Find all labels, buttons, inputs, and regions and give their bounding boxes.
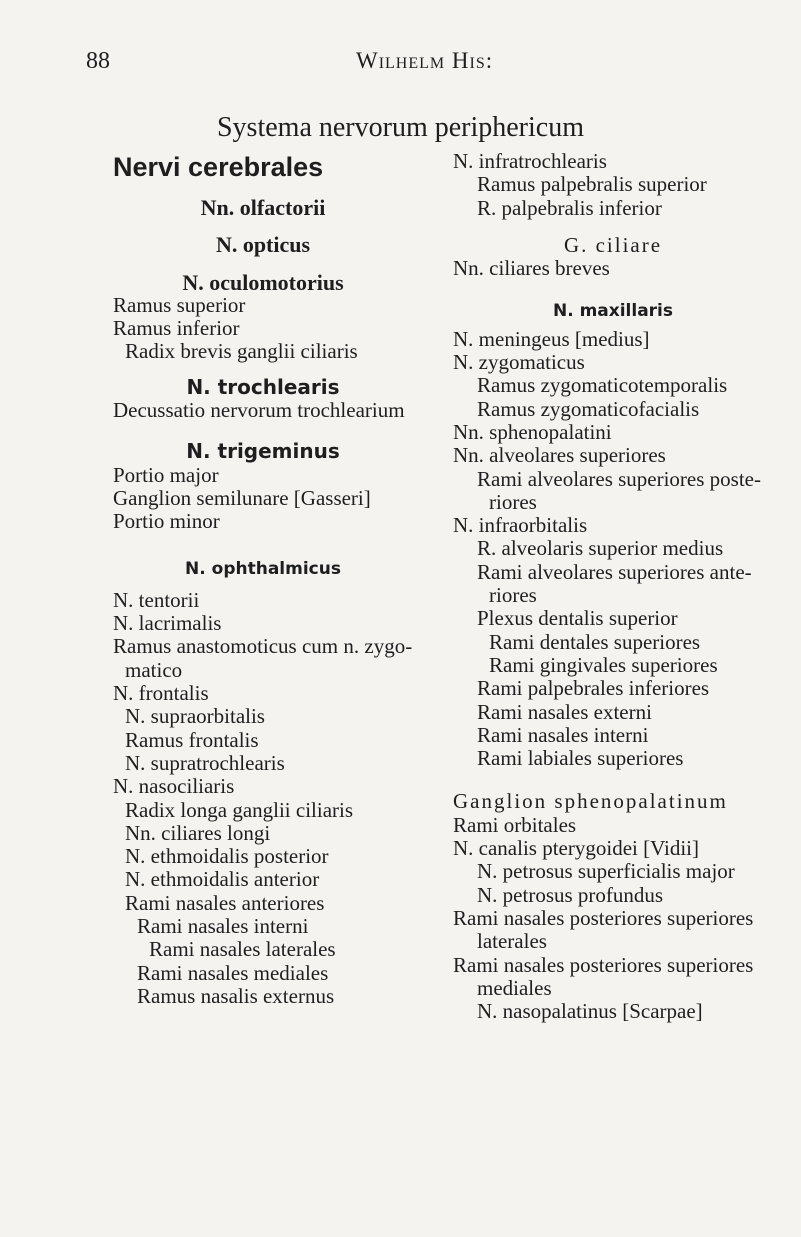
section-heading: N. ophthalmicus xyxy=(185,558,341,579)
list-item: N. lacrimalis xyxy=(113,611,222,636)
section-heading: N. opticus xyxy=(215,232,311,258)
section-heading: N. maxillaris xyxy=(552,301,674,322)
list-item: N. nasopalatinus [Scarpae] xyxy=(477,999,703,1024)
list-item: Rami dentales superiores xyxy=(489,629,701,654)
list-item: matico xyxy=(125,657,183,682)
list-item: N. canalis pterygoidei [Vidii] xyxy=(453,836,700,861)
list-item: Radix brevis ganglii ciliaris xyxy=(125,339,358,364)
list-item: N. ethmoidalis posterior xyxy=(125,844,329,869)
right-column xyxy=(453,150,773,1023)
list-item: R. alveolaris superior medius xyxy=(477,536,724,561)
list-item: laterales xyxy=(477,929,547,954)
list-item: Ganglion semilunare [Gasseri] xyxy=(113,485,371,510)
list-item: Nn. ciliares longi xyxy=(125,820,271,845)
list-item: Nn. alveolares superiores xyxy=(453,443,666,468)
list-item: Rami nasales externi xyxy=(477,699,652,724)
list-item: N. ethmoidalis anterior xyxy=(125,867,320,892)
list-item: N. supraorbitalis xyxy=(125,704,265,729)
list-item: Rami orbitales xyxy=(453,812,577,837)
section-heading: Ganglion sphenopalatinum xyxy=(453,789,728,814)
list-item: Rami gingivales superiores xyxy=(489,652,718,677)
section-heading: N. trochlearis xyxy=(186,374,340,399)
section-heading: Nervi cerebrales xyxy=(113,152,324,182)
list-item: N. petrosus superficialis major xyxy=(477,859,735,884)
list-item: Rami nasales mediales xyxy=(137,960,329,985)
list-item: Ramus palpebralis superior xyxy=(477,172,707,197)
list-item: N. tentorii xyxy=(113,587,200,612)
list-item: N. zygomaticus xyxy=(453,350,585,375)
list-item: Portio minor xyxy=(113,509,220,534)
list-item: Ramus superior xyxy=(113,292,246,317)
list-item: Rami nasales posteriores superiores xyxy=(453,905,754,930)
page-header xyxy=(0,48,801,84)
list-item: Radix longa ganglii ciliaris xyxy=(125,797,354,822)
running-title: Wilhelm His: xyxy=(356,48,494,73)
list-item: Nn. ciliares breves xyxy=(453,256,610,281)
list-item: riores xyxy=(489,489,537,514)
list-item: N. frontalis xyxy=(113,681,209,706)
list-item: Rami palpebrales inferiores xyxy=(477,676,710,701)
section-heading: Nn. olfactorii xyxy=(200,195,326,220)
list-item: Plexus dentalis superior xyxy=(477,606,678,631)
list-item: N. meningeus [medius] xyxy=(453,326,650,351)
list-item: Rami labiales superiores xyxy=(477,746,684,771)
section-heading: N. trigeminus xyxy=(186,439,340,464)
list-item: N. petrosus profundus xyxy=(477,882,664,907)
list-item: N. infratrochlearis xyxy=(453,149,607,173)
section-heading: N. oculomotorius xyxy=(182,269,344,295)
list-item: Ramus nasalis externus xyxy=(137,983,335,1008)
list-item: Rami nasales laterales xyxy=(149,937,336,962)
left-column xyxy=(113,150,413,1008)
page-title: Systema nervorum periphericum xyxy=(216,112,584,143)
list-item: Ramus anastomoticus cum n. zygo- xyxy=(113,634,413,659)
list-item: N. nasociliaris xyxy=(113,774,235,799)
list-item: N. infraorbitalis xyxy=(453,513,588,538)
list-item: Rami nasales interni xyxy=(137,914,309,939)
list-item: Ramus zygomaticofacialis xyxy=(477,396,700,421)
list-item: riores xyxy=(489,583,537,608)
list-item: Portio major xyxy=(113,462,219,487)
list-item: Rami nasales anteriores xyxy=(125,890,325,915)
list-item: Ramus zygomaticotemporalis xyxy=(477,373,728,398)
section-heading: G. ciliare xyxy=(563,232,663,257)
list-item: Nn. sphenopalatini xyxy=(453,419,612,444)
list-item: Rami nasales posteriores superiores xyxy=(453,952,754,977)
page-number: 88 xyxy=(86,48,110,74)
list-item: Decussatio nervorum trochlearium xyxy=(113,398,405,423)
list-item: Ramus inferior xyxy=(113,316,240,341)
list-item: R. palpebralis inferior xyxy=(477,195,662,220)
list-item: Ramus frontalis xyxy=(125,727,259,752)
list-item: Rami nasales interni xyxy=(477,722,649,747)
list-item: Rami alveolares superiores ante- xyxy=(477,559,752,584)
list-item: N. supratrochlearis xyxy=(125,750,285,775)
list-item: mediales xyxy=(477,975,552,1000)
list-item: Rami alveolares superiores poste- xyxy=(477,466,761,491)
